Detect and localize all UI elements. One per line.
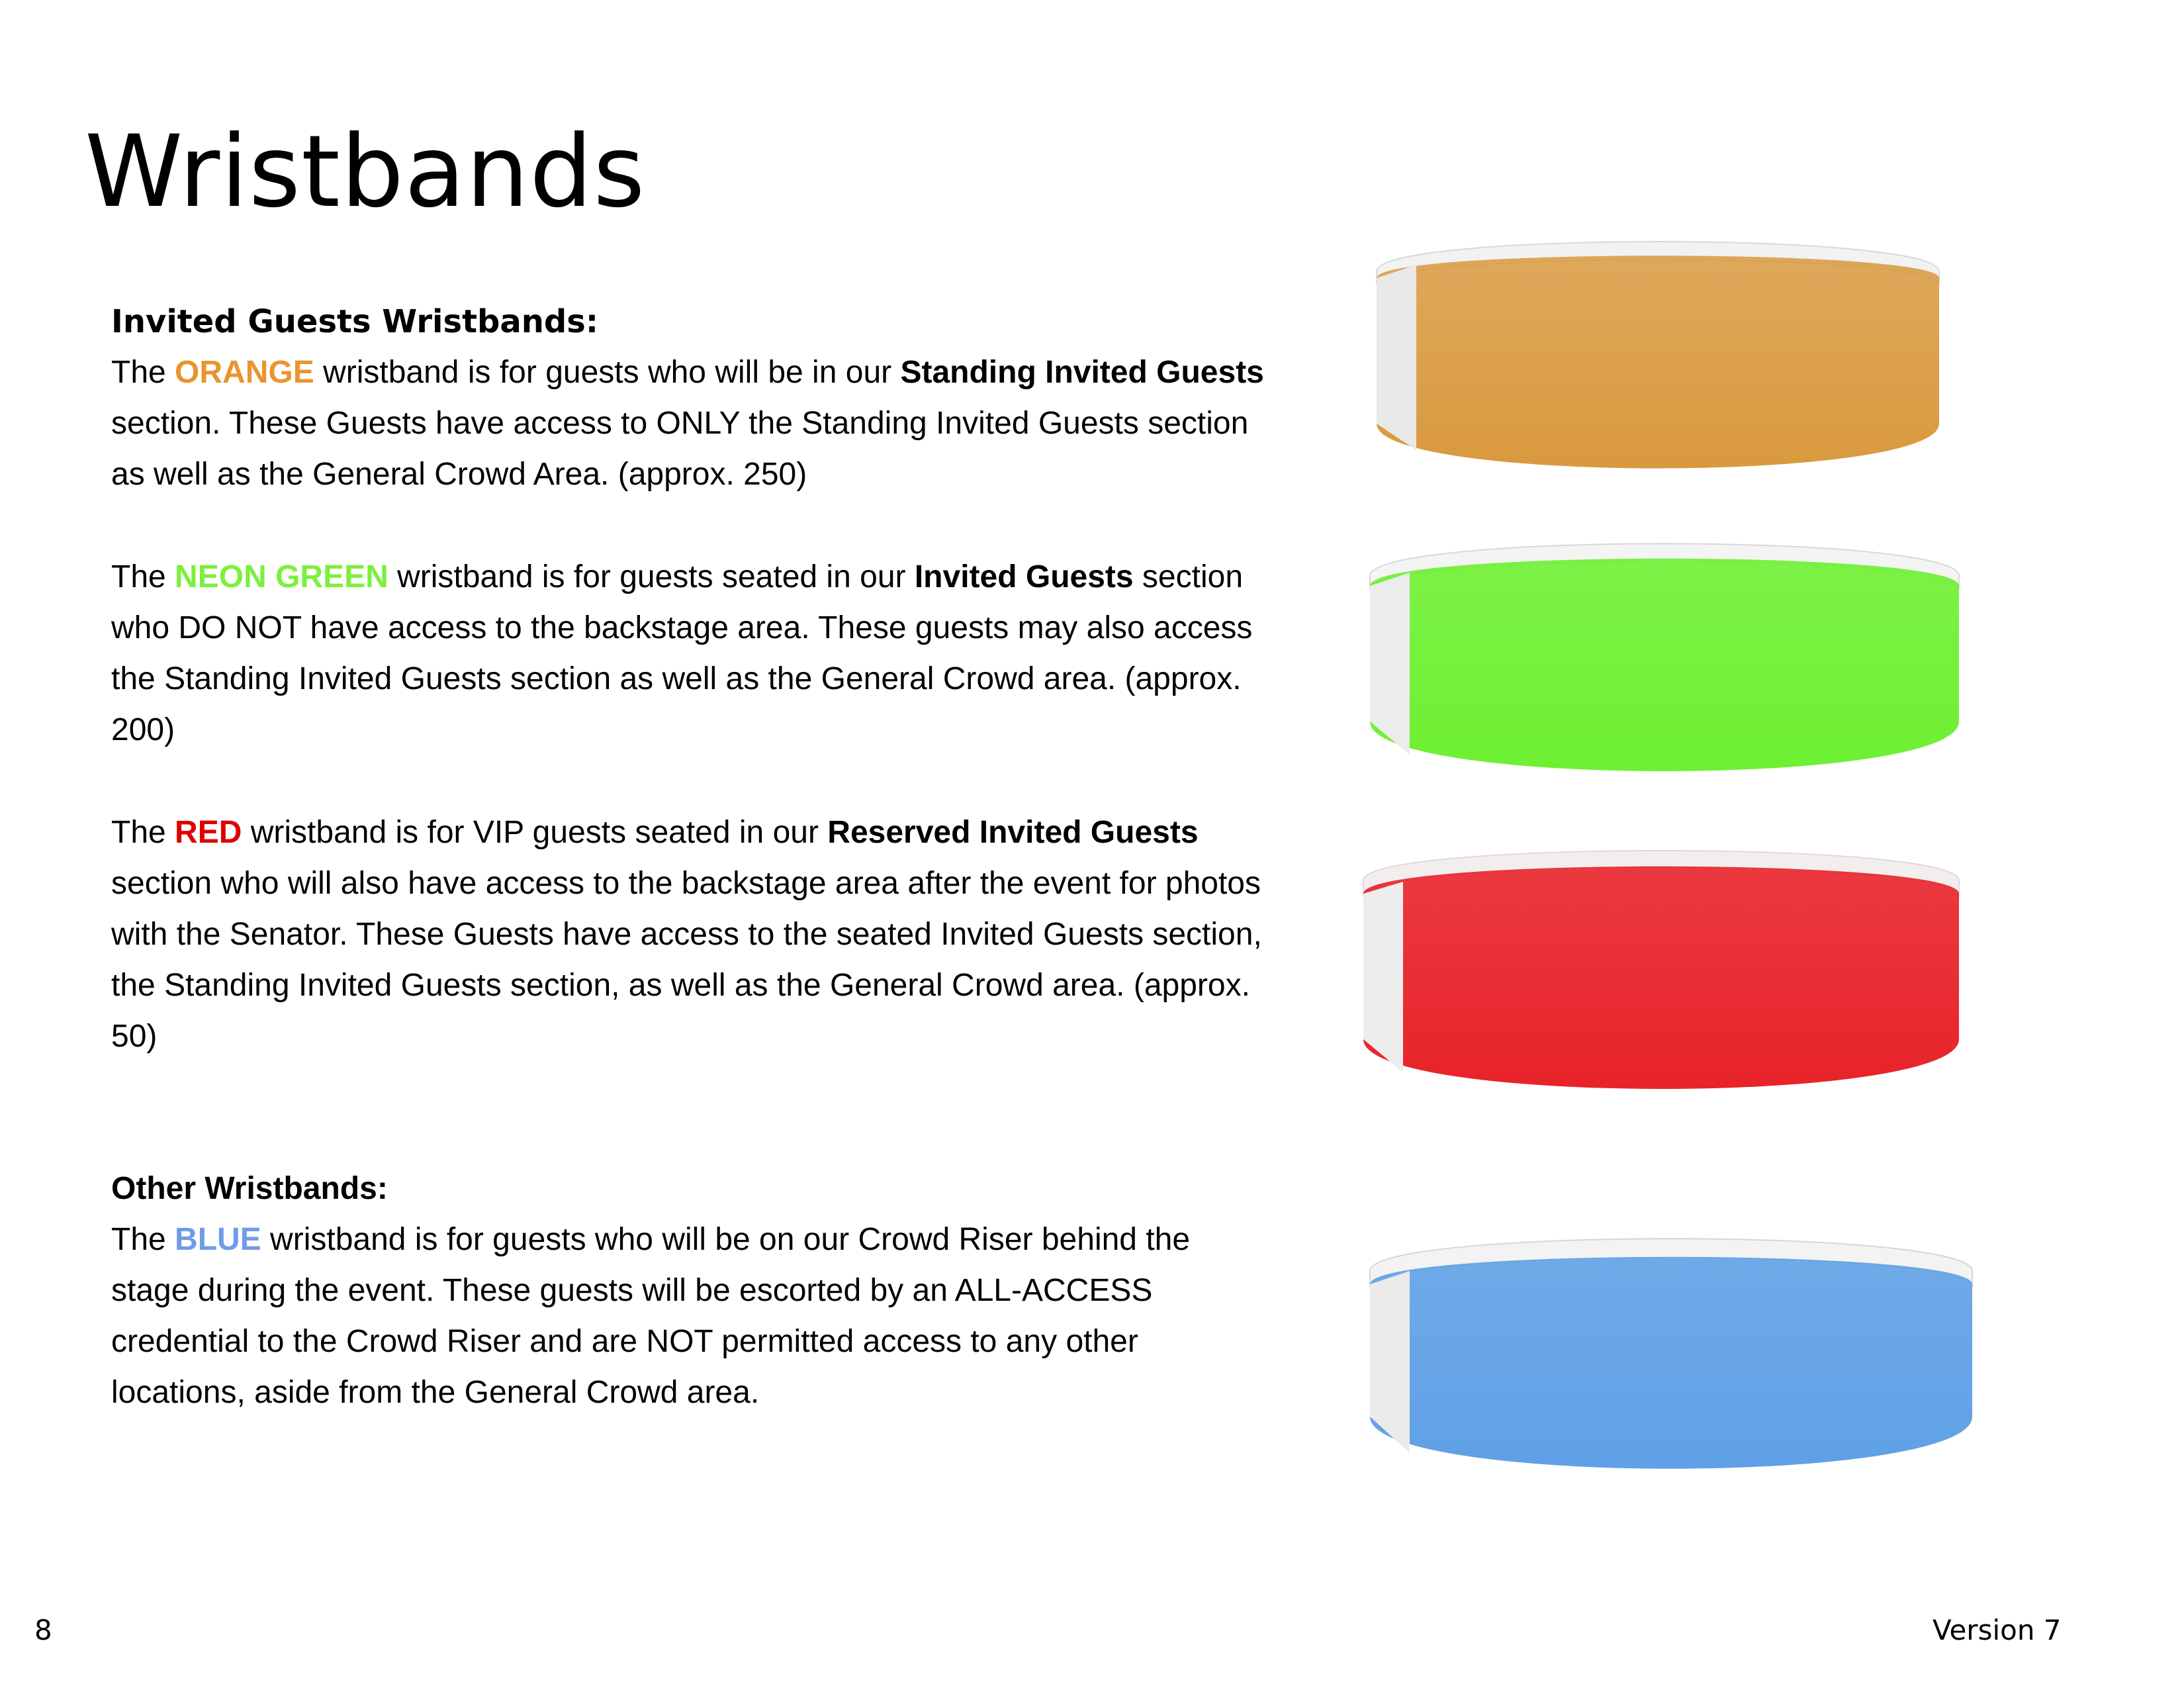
blue-wristband-paragraph	[111, 1214, 1276, 1418]
page-number: 8	[34, 1614, 52, 1646]
orange-section-name: Standing Invited Guests	[900, 355, 1264, 390]
green-color-word: NEON GREEN	[175, 559, 388, 594]
green-wristband-image	[1363, 523, 1972, 794]
orange-color-word: ORANGE	[175, 355, 314, 390]
red-post: section who will also have access to the backstage area after the event for photos with the Senator. These Guests have access to the seated Invited Guests section, the Standing Invited Guests section, as well as the General Crowd area. (approx. 50)	[111, 866, 1262, 1054]
green-post: section who DO NOT have access to the backstage area. These guests may also access the Standing Invited Guests section as well as the General Crowd area. (approx. 200)	[111, 559, 1253, 747]
orange-wristband-paragraph	[111, 347, 1276, 500]
red-mid: wristband is for VIP guests seated in our	[242, 815, 828, 850]
green-mid: wristband is for guests seated in our	[388, 559, 915, 594]
blue-post: wristband is for guests who will be on our Crowd Riser behind the stage during the event. These guests will be escorted by an ALL-ACCESS credential to the Crowd Riser and are NOT permitted access to any other locations, aside from the General Crowd area.	[111, 1222, 1191, 1410]
orange-pre: The	[111, 355, 175, 390]
red-section-name: Reserved Invited Guests	[827, 815, 1199, 850]
page-title: Wristbands	[85, 115, 646, 230]
version-label: Version 7	[1933, 1614, 2062, 1646]
blue-pre: The	[111, 1222, 175, 1257]
orange-post: section. These Guests have access to ONLY the Standing Invited Guests section as well as the General Crowd Area. (approx. 250)	[111, 406, 1249, 492]
red-color-word: RED	[175, 815, 242, 850]
blue-color-word: BLUE	[175, 1222, 261, 1257]
red-pre: The	[111, 815, 175, 850]
text-column	[111, 297, 1276, 1418]
orange-wristband-image	[1363, 225, 1959, 490]
red-wristband-paragraph	[111, 807, 1276, 1062]
green-wristband-paragraph	[111, 551, 1276, 755]
red-wristband-image	[1350, 841, 1972, 1112]
invited-wristbands-heading: Invited Guests Wristbands:	[111, 303, 599, 340]
orange-mid: wristband is for guests who will be in our	[314, 355, 901, 390]
green-pre: The	[111, 559, 175, 594]
blue-wristband-image	[1363, 1225, 1985, 1489]
green-section-name: Invited Guests	[914, 559, 1134, 594]
other-wristbands-heading: Other Wristbands:	[111, 1171, 388, 1206]
